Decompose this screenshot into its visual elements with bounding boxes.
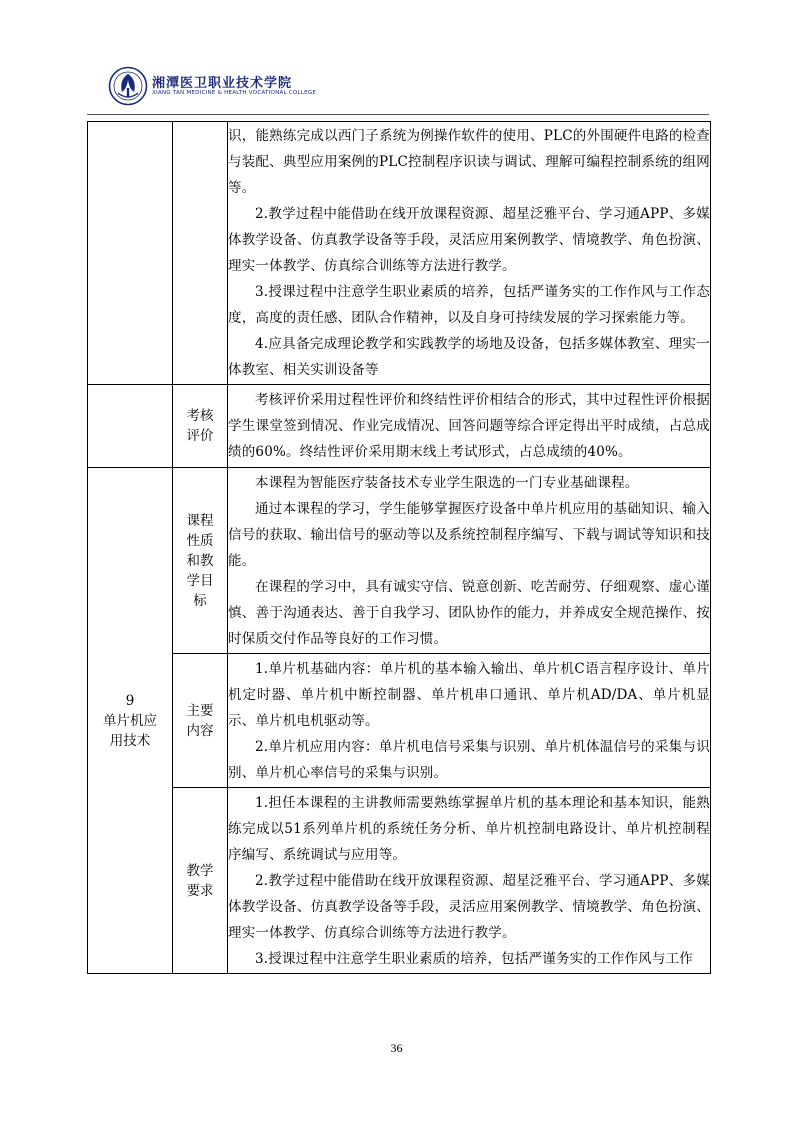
table-row [88,385,711,468]
requirements-content [228,788,711,974]
label-cell-empty [173,122,228,385]
paragraph: 通过本课程的学习，学生能够掌握医疗设备中单片机应用的基础知识、输入信号的获取、输出信号的驱动等以及系统控制程序编写、下载与调试等知识和技能。 [228,500,710,569]
school-logo-header [108,66,317,110]
assessment-label: 考核评价 [186,408,214,444]
table-row [88,468,711,654]
paragraph: 本课程为智能医疗装备技术专业学生限选的一门专业基础课程。 [255,474,639,491]
main-content [228,654,711,788]
school-emblem-icon [108,66,148,106]
school-name-en: XIANG TAN MEDICINE & HEALTH VOCATIONAL COLLEGE [152,90,317,96]
school-name-cn: 湘潭医卫职业技术学院 [152,76,293,91]
content-label: 主要内容 [186,702,214,739]
course-cell-empty [88,122,173,385]
course-table [87,121,711,974]
course-9-cell [88,468,173,974]
paragraph: 1.单片机基础内容：单片机的基本输入输出、单片机C语言程序设计、单片机定时器、单片机中断控制器、单片机串口通讯、单片机AD/DA、单片机显示、单片机电机驱动等。 [228,660,710,729]
paragraph: 考核评价采用过程性评价和终结性评价相结合的形式，其中过程性评价根据学生课堂签到情况、作业完成情况、回答问题等综合评定得出平时成绩，占总成绩的60%。终结性评价采用期末线上考试形式，占总成绩的40%。 [228,392,710,460]
requirements-label: 教学要求 [186,862,214,899]
nature-label: 课程性质和教学目标 [186,512,214,609]
paragraph: 2.教学过程中能借助在线开放课程资源、超星泛雅平台、学习通APP、多媒体教学设备、仿真教学设备等手段，灵活应用案例教学、情境教学、角色扮演、理实一体教学、仿真综合训练等方法进行教学。 [228,206,710,274]
teaching-requirements-continued [228,122,711,385]
nature-content [228,468,711,654]
course-number: 9 [125,692,135,709]
course-name: 单片机应用技术 [103,712,157,749]
content-label-cell [173,654,228,788]
table-row [88,788,711,974]
nature-label-cell [173,468,228,654]
paragraph: 2.单片机应用内容：单片机电信号采集与识别、单片机体温信号的采集与识别、单片机心率信号的采集与识别。 [228,738,710,781]
paragraph: 3.授课过程中注意学生职业素质的培养，包括严谨务实的工作作风与工作态度，高度的责任感、团队合作精神，以及自身可持续发展的学习探索能力等。 [228,284,710,326]
paragraph: 在课程的学习中，具有诚实守信、锐意创新、吃苦耐劳、仔细观察、虚心谨慎、善于沟通表达、善于自我学习、团队协作的能力，并养成安全规范操作、按时保质交付作品等良好的工作习惯。 [228,578,710,647]
paragraph: 1.担任本课程的主讲教师需要熟练掌握单片机的基本理论和基本知识，能熟练完成以51系列单片机的系统任务分析、单片机控制电路设计、单片机控制程序编写、系统调试与应用等。 [228,794,710,863]
paragraph: 4.应具备完成理论教学和实践教学的场地及设备，包括多媒体教室、理实一体教室、相关实训设备等 [228,336,710,378]
paragraph: 3.授课过程中注意学生职业素质的培养，包括严谨务实的工作作风与工作 [255,950,693,967]
assessment-label-cell [173,385,228,468]
header-divider [87,114,709,115]
course-cell-empty [88,385,173,468]
table-row [88,654,711,788]
requirements-label-cell [173,788,228,974]
page-number: 36 [390,1041,403,1055]
paragraph: 2.教学过程中能借助在线开放课程资源、超星泛雅平台、学习通APP、多媒体教学设备、仿真教学设备等手段，灵活应用案例教学、情境教学、角色扮演、理实一体教学、仿真综合训练等方法进行教学。 [228,872,710,941]
table-row [88,122,711,385]
paragraph: 识，能熟练完成以西门子系统为例操作软件的使用、PLC的外围硬件电路的检查与装配、典型应用案例的PLC控制程序识读与调试、理解可编程控制系统的组网等。 [228,128,710,196]
assessment-content [228,385,711,468]
